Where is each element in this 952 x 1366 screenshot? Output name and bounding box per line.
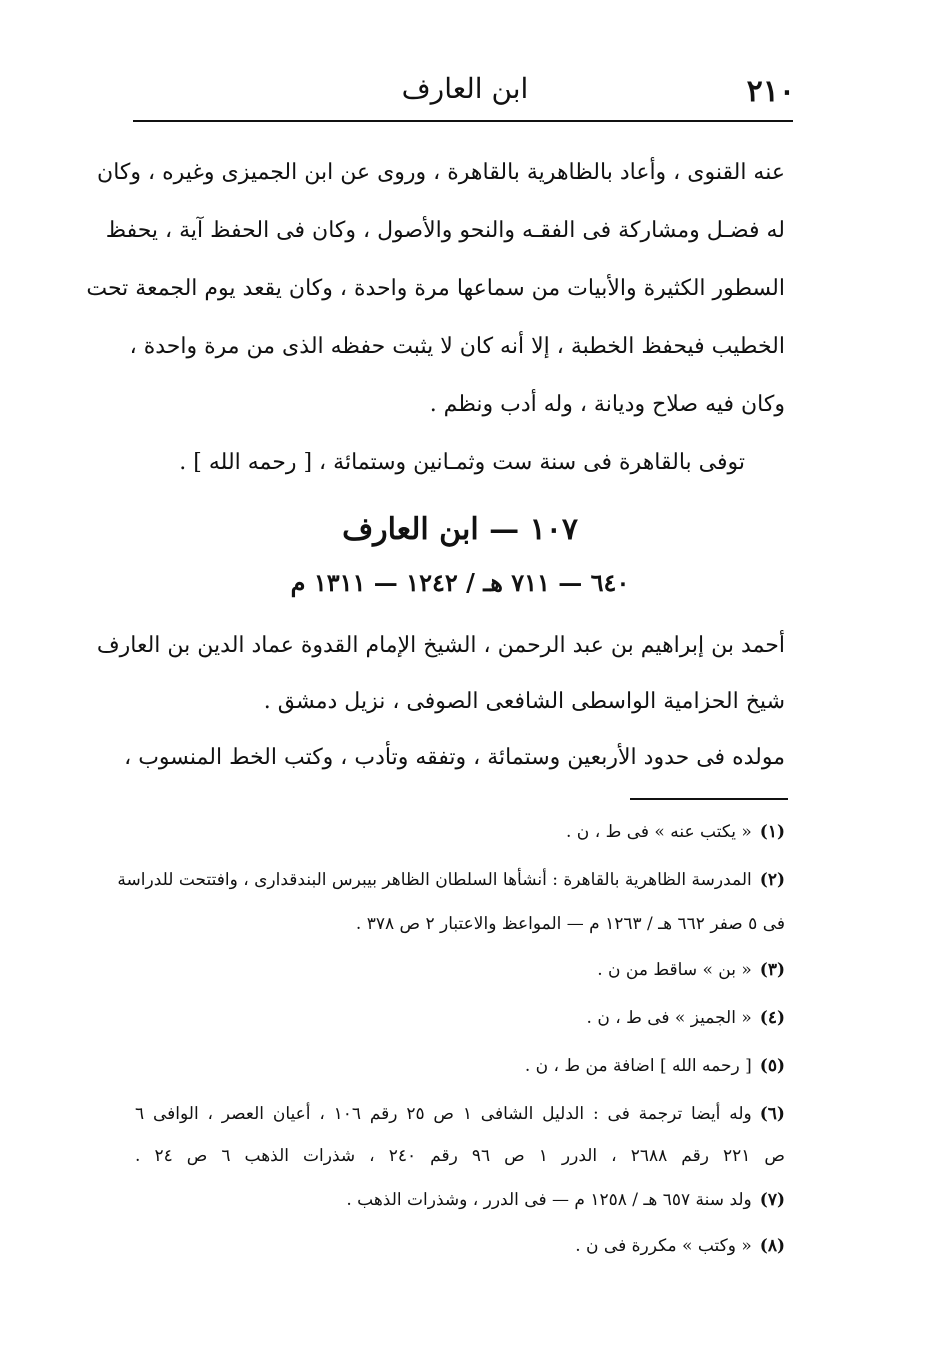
footnote-number: (٧) [759, 1190, 785, 1210]
entry-dates: ٦٤٠ — ٧١١ هـ / ١٢٤٢ — ١٣١١ م [290, 568, 630, 597]
footnote-text: وله أيضا ترجمة فى : الدليل الشافى ١ ص ٢٥ رقم ١٠٦ ، أعيان العصر ، الوافى ٦ [135, 1104, 752, 1124]
footnote [135, 1046, 785, 1086]
footnote-text: فى ٥ صفر ٦٦٢ هـ / ١٢٦٣ م — المواعظ والاعتبار ٢ ص ٣٧٨ . [355, 914, 785, 934]
footnote [135, 1094, 785, 1134]
footnote-number: (٤) [759, 1008, 785, 1028]
text-line: مولده فى حدود الأربعين وستمائة ، وتفقه وتأدب ، وكتب الخط المنسوب ، [124, 745, 785, 770]
footnote-continuation [135, 904, 785, 944]
footnote-text: [ رحمه الله ] اضافة من ط ، ن . [524, 1056, 752, 1076]
text-line: أحمد بن إبراهيم بن عبد الرحمن ، الشيخ الإمام القدوة عماد الدين بن العارف [96, 633, 785, 658]
footnote-text: ولد سنة ٦٥٧ هـ / ١٢٥٨ م — فى الدرر ، وشذرات الذهب . [346, 1190, 752, 1210]
footnote [117, 860, 785, 900]
text-line: له فضـل ومشاركة فى الفقـه والنحو والأصول ، وكان فى الحفظ آية ، يحفظ [105, 218, 785, 243]
footnote-number: (١) [759, 822, 785, 842]
footnote [135, 812, 785, 852]
header-rule [133, 120, 793, 122]
footnote-text: المدرسة الظاهرية بالقاهرة : أنشأها السلطان الظاهر بيبرس البندقدارى ، وافتتحت للدراسة [117, 870, 752, 890]
footnote-rule [630, 798, 788, 800]
footnote-text: « يكتب عنه » فى ط ، ن . [566, 822, 752, 842]
footnote-text: « وكتب » مكررة فى ن . [575, 1236, 752, 1256]
footnote-number: (٢) [759, 870, 785, 890]
footnote-text: « الجميز » فى ط ، ن . [586, 1008, 752, 1028]
footnote-number: (٣) [759, 960, 785, 980]
footnote-number: (٥) [759, 1056, 785, 1076]
footnote [135, 1180, 785, 1220]
text-line: شيخ الحزامية الواسطى الشافعى الصوفى ، نزيل دمشق . [263, 689, 785, 714]
footnote-number: (٨) [759, 1236, 785, 1256]
footnote-continuation [135, 1136, 785, 1176]
footnote-text: ص ٢٢١ رقم ٢٦٨٨ ، الدرر ١ ص ٩٦ رقم ٢٤٠ ، شذرات الذهب ٦ ص ٢٤ . [135, 1146, 785, 1166]
footnote [135, 998, 785, 1038]
footnote [135, 1226, 785, 1266]
text-line: عنه القنوى ، وأعاد بالظاهرية بالقاهرة ، وروى عن ابن الجميزى وغيره ، وكان [97, 160, 785, 185]
footnote [135, 950, 785, 990]
running-header [135, 62, 795, 118]
footnote-text: « بن » ساقط من ن . [597, 960, 752, 980]
page-number: ٢١٠ [746, 74, 795, 109]
text-line: توفى بالقاهرة فى سنة ست وثمـانين وستمائة ، [ رحمه الله ] . [179, 450, 745, 475]
text-line: الخطيب فيحفظ الخطبة ، إلا أنه كان لا يثبت حفظه الذى من مرة واحدة ، [129, 334, 785, 359]
text-line: وكان فيه صلاح وديانة ، وله أدب ونظم . [429, 392, 785, 417]
entry-title: ١٠٧ — ابن العارف [342, 512, 578, 547]
running-title: ابن العارف [401, 72, 529, 105]
footnote-number: (٦) [759, 1104, 785, 1124]
text-line: السطور الكثيرة والأبيات من سماعها مرة واحدة ، وكان يقعد يوم الجمعة تحت [86, 276, 785, 301]
